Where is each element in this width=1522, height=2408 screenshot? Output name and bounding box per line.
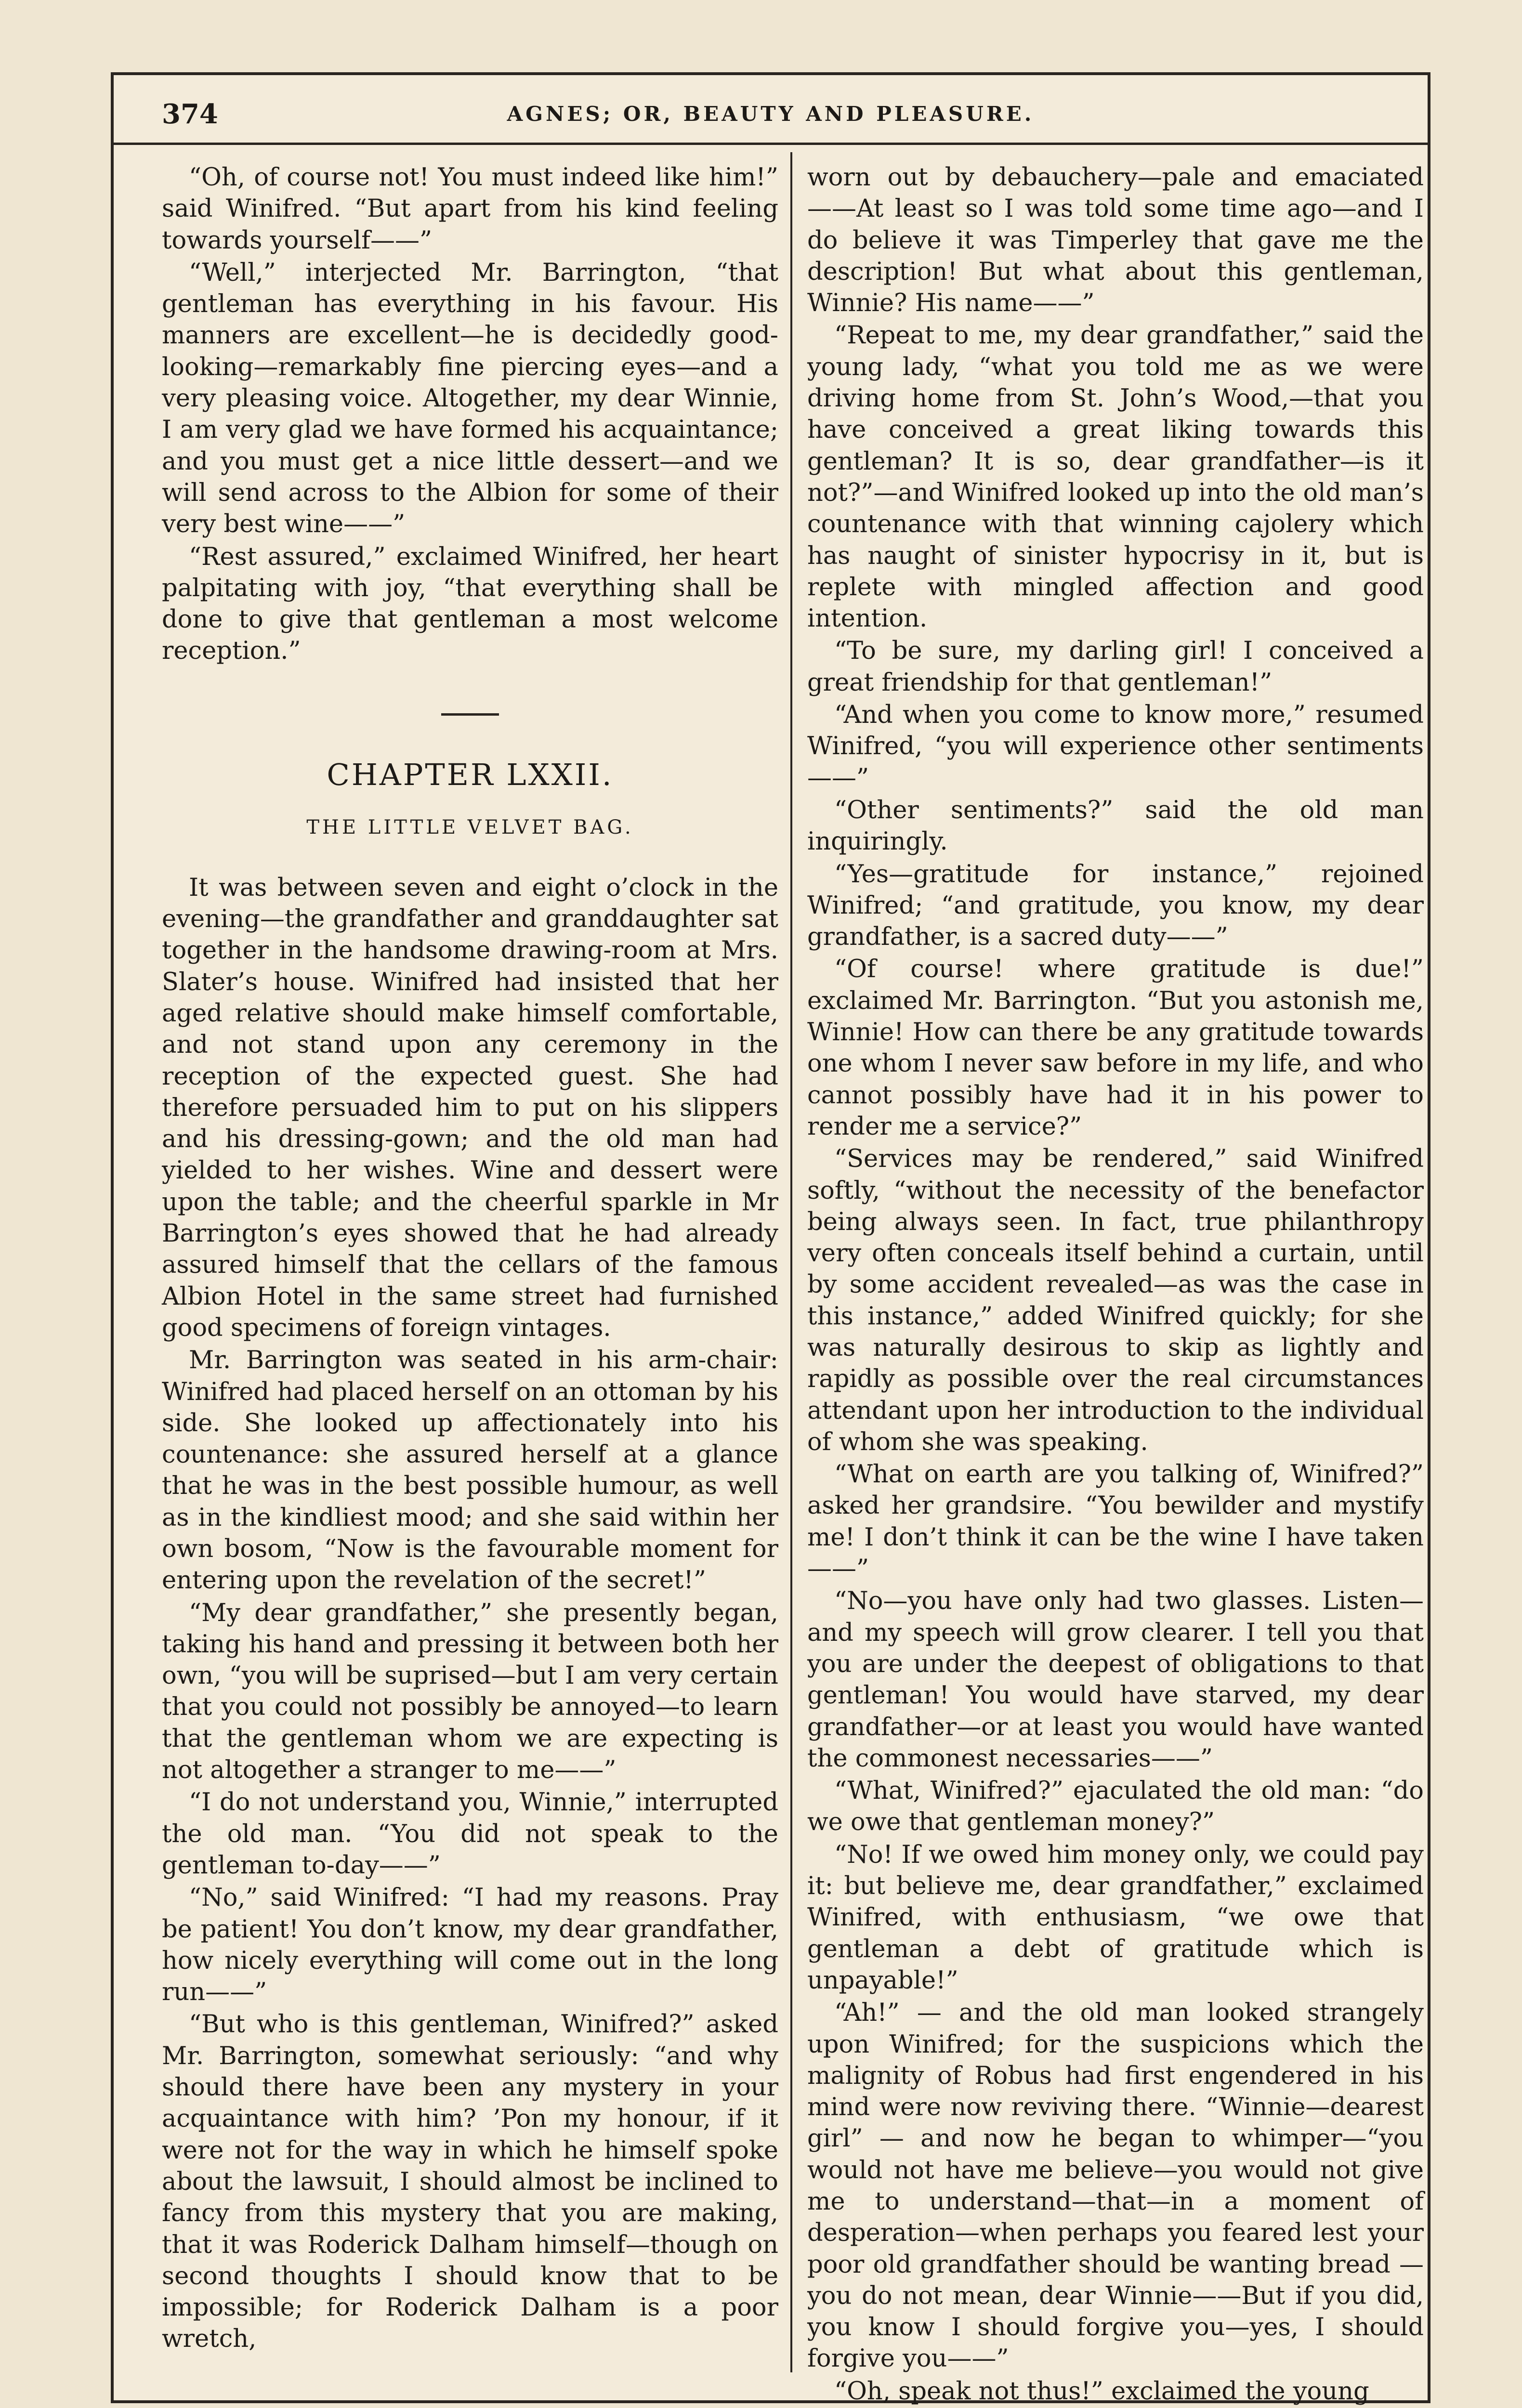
paragraph: “Repeat to me, my dear grandfather,” said the young lady, “what you told me as we were driving home from St. John’s Wood,—that you have conceived a great liking towards this gentleman? It is so, dear grandfather—is it not?”—and Winifred looked up into the old man’s countenance with that winning cajolery which has naught of sinister hypocrisy in it, but is replete with mingled affection and good intention. [807,321,1424,633]
paragraph: Mr. Barrington was seated in his arm-chair: Winifred had placed herself on an ottoman by his side. She looked up affectionately into his countenance: she assured herself at a glance that he was in the best possible humour, as well as in the kindliest mood; and she said within her own bosom, “Now is the favourable moment for entering upon the revelation of the secret!” [162,1346,778,1595]
paragraph: “Other sentiments?” said the old man inquiringly. [807,796,1424,856]
chapter-title: CHAPTER LXXII. [327,757,614,792]
paragraph: “No! If we owed him money only, we could pay it: but believe me, dear grandfather,” exclaimed Winifred, with enthusiasm, “we owe that gentleman a debt of gratitude which is unpayable!” [807,1840,1424,1995]
paragraph: “But who is this gentleman, Winifred?” asked Mr. Barrington, somewhat seriously: “and why should there have been any mystery in your acquaintance with him? ’Pon my honour, if it were not for the way in which he himself spoke about the lawsuit, I should almost be inclined to fancy from this mystery that you are making, that it was Roderick Dalham himself—though on second thoughts I should know that to be impossible; for Roderick Dalham is a poor wretch, [162,2010,778,2354]
right-column [807,162,1424,2408]
paragraph: “No,” said Winifred: “I had my reasons. Pray be patient! You don’t know, my dear grandfather, how nicely everything will come out in the long run——” [162,1884,778,2007]
paragraph: “Oh, speak not thus!” exclaimed the young [834,2377,1369,2406]
column-divider [790,152,792,2372]
paragraph: “Services may be rendered,” said Winifred softly, “without the necessity of the benefactor being always seen. In fact, true philanthropy very often conceals itself behind a curtain, until by some accident revealed—as was the case in this instance,” added Winifred quickly; for she was naturally desirous to skip as lightly and rapidly as possible over the real circumstances attendant upon her introduction to the individual of whom she was speaking. [807,1145,1424,1456]
page-header [114,75,1428,145]
paragraph: worn out by debauchery—pale and emaciated——At least so I was told some time ago—and I do believe it was Timperley that gave me the description! But what about this gentleman, Winnie? His name——” [807,163,1424,318]
paragraph: “My dear grandfather,” she presently began, taking his hand and pressing it between both her own, “you will be suprised—but I am very certain that you could not possibly be annoyed—to learn that the gentleman whom we are expecting is not altogether a stranger to me——” [162,1598,778,1785]
paragraph: “No—you have only had two glasses. Listen—and my speech will grow clearer. I tell you that you are under the deepest of obligations to that gentleman! You would have starved, my dear grandfather—or at least you would have wanted the commonest necessaries——” [807,1587,1424,1773]
paragraph: “To be sure, my darling girl! I conceived a great friendship for that gentleman!” [807,637,1424,697]
paragraph: “Oh, of course not! You must indeed like him!” said Winifred. “But apart from his kind feeling towards yourself——” [162,163,778,255]
paragraph: “And when you come to know more,” resumed Winifred, “you will experience other sentiments——” [807,701,1424,792]
paragraph: “What on earth are you talking of, Winifred?” asked her grandsire. “You bewilder and mystify me! I don’t think it can be the wine I have taken——” [807,1460,1424,1584]
section-divider [441,713,499,716]
paragraph: “Of course! where gratitude is due!” exclaimed Mr. Barrington. “But you astonish me, Winnie! How can there be any gratitude towards one whom I never saw before in my life, and who cannot possibly have had it in his power to render me a service?” [807,955,1424,1141]
paragraph: “Well,” interjected Mr. Barrington, “that gentleman has everything in his favour. His manners are excellent—he is decidedly good-looking—remarkably fine piercing eyes—and a very pleasing voice. Altogether, my dear Winnie, I am very glad we have formed his acquaintance; and you must get a nice little dessert—and we will send across to the Albion for some of their very best wine——” [162,258,778,539]
paragraph: It was between seven and eight o’clock in the evening—the grandfather and granddaughter sat together in the handsome drawing-room at Mrs. Slater’s house. Winifred had insisted that her aged relative should make himself comfortable, and not stand upon any ceremony in the reception of the expected guest. She had therefore persuaded him to put on his slippers and his dressing-gown; and the old man had yielded to her wishes. Wine and dessert were upon the table; and the cheerful sparkle in Mr Barrington’s eyes showed that he had already assured himself that the cellars of the famous Albion Hotel in the same street had furnished good specimens of foreign vintages. [162,873,778,1342]
running-title: AGNES; OR, BEAUTY AND PLEASURE. [507,102,1035,126]
paragraph: “Ah!” — and the old man looked strangely upon Winifred; for the suspicions which the malignity of Robus had first engendered in his mind were now reviving there. “Winnie—dearest girl” — and now he began to whimper—“you would not have me believe—you would not give me to understand—that—in a moment of desperation—when perhaps you feared lest your poor old grandfather should be wanting bread — you do not mean, dear Winnie——But if you did, you know I should forgive you—yes, I should forgive you——” [807,1999,1424,2373]
paragraph: “Rest assured,” exclaimed Winifred, her heart palpitating with joy, “that everything shall be done to give that gentleman a most welcome reception.” [162,542,778,666]
paragraph: “I do not understand you, Winnie,” interrupted the old man. “You did not speak to the gentleman to-day——” [162,1788,778,1880]
paragraph: “Yes—gratitude for instance,” rejoined Winifred; “and gratitude, you know, my dear grandfather, is a sacred duty——” [807,860,1424,952]
left-column [162,162,778,2356]
paragraph: “What, Winifred?” ejaculated the old man: “do we owe that gentleman money?” [807,1777,1424,1837]
book-page [111,72,1430,2406]
chapter-subtitle: THE LITTLE VELVET BAG. [306,816,634,838]
page-number: 374 [162,98,218,130]
